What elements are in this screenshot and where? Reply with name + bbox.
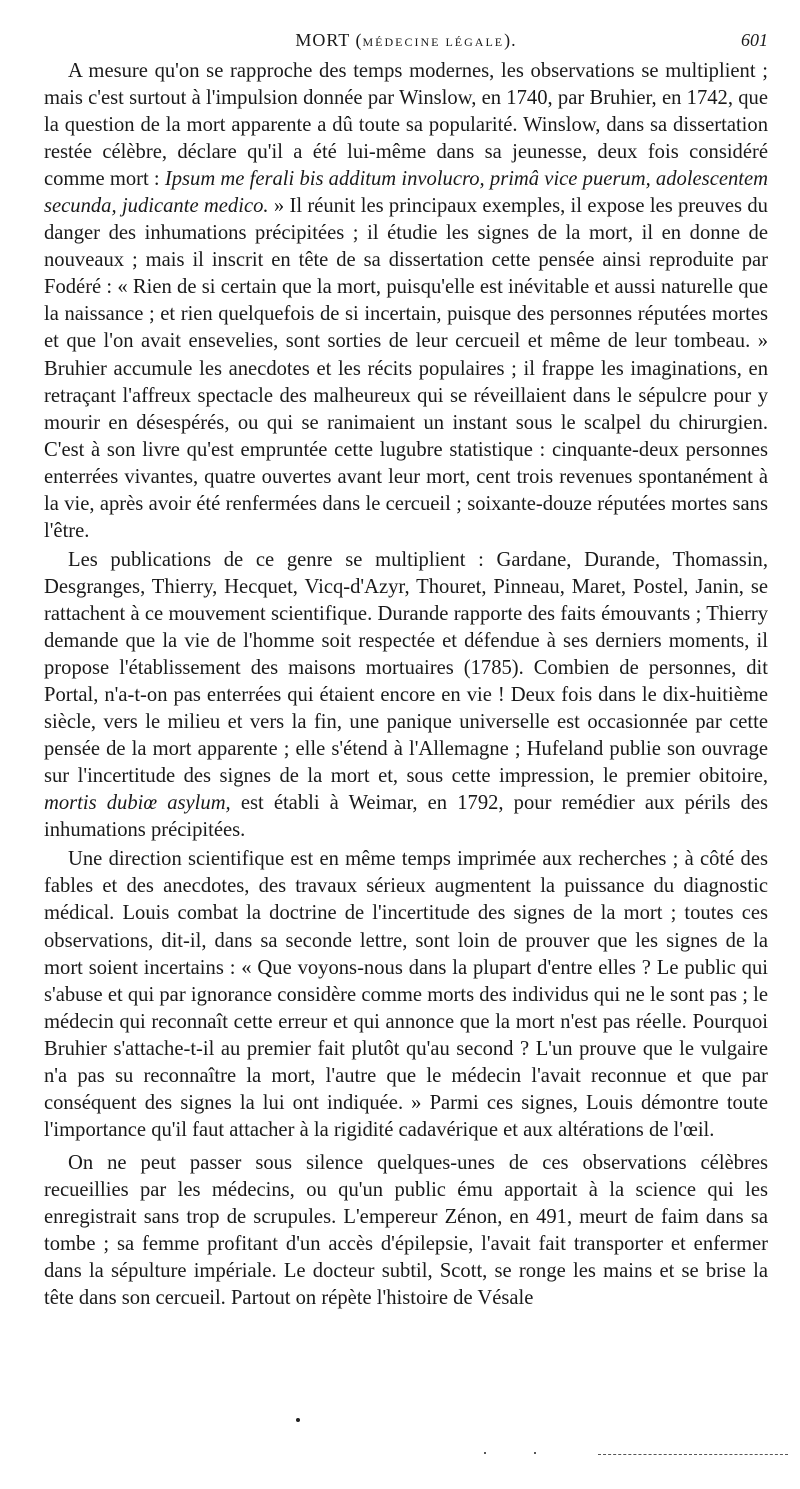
paragraph-4 — [44, 1150, 768, 1312]
page-number: 601 — [741, 30, 768, 50]
paragraph-2-text-b: est établi à Weimar, en 1792, pour remédier aux périls des inhumations précipitées. — [44, 792, 768, 842]
paragraph-3-text: Une direction scientifique est en même temps imprimée aux recherches ; à côté des fables et des anecdotes, des travaux sérieux augmentent la puissance du diagnostic médical. Louis combat la doctrine de l'incertitude des signes de la mort ; toutes ces observations, dit-il, dans sa seconde lettre, sont loin de prouver que les signes de la mort soient incertains : « Que voyons-nous dans la plupart d'entre elles ? Le public qui s'abuse et qui par ignorance considère comme morts des individus qui ne le sont pas ; le médecin qui reconnaît cette erreur et qui annonce que la mort n'est pas réelle. Pourquoi Bruhier s'attache-t-il au premier fait plutôt qu'au second ? L'un prouve que le vulgaire n'a pas su reconnaître la mort, l'autre que le médecin l'avait reconnue et que par conséquent des signes la lui ont indiquée. » Parmi ces signes, Louis démontre toute l'importance qu'il faut attacher à la rigidité cadavérique et aux altérations de l'œil. — [44, 848, 768, 1141]
paragraph-2 — [44, 547, 768, 845]
paragraph-1-text-b: » Il réunit les principaux exemples, il expose les preuves du danger des inhumations précipitées ; il étudie les signes de la mort, il en donne de nouveaux ; mais il inscrit en tête de sa dissertation cette pensée ainsi reproduite par Fodéré : « Rien de si certain que la mort, puisqu'elle est inévitable et aussi naturelle que la naissance ; et rien quelquefois de si incertain, puisque des personnes réputées mortes et que l'on avait ensevelies, sont sorties de leur cercueil et même de leur tombeau. » Bruhier accumule les anecdotes et les récits populaires ; il frappe les imaginations, en retraçant l'affreux spectacle des malheureux qui se réveillaient dans le sépulcre pour y mourir en désespérés, ou qui se ranimaient un instant sous le scalpel du chirurgien. C'est à son livre qu'est empruntée cette lugubre statistique : cinquante-deux personnes enterrées vivantes, quatre ouvertes avant leur mort, cent trois revenues spontanément à la vie, après avoir été renfermées dans le cercueil ; soixante-douze réputées mortes sans l'être. — [44, 195, 768, 542]
running-title-subject: MÉDECINE LÉGALE — [362, 35, 505, 49]
scan-speck — [484, 1452, 486, 1454]
paragraph-3 — [44, 846, 768, 1144]
body-text — [44, 58, 768, 1312]
running-title — [44, 30, 768, 51]
paragraph-2-latin-term: mortis dubiœ asylum, — [44, 792, 231, 815]
scan-speck — [296, 1418, 300, 1422]
scan-dash-line — [598, 1454, 788, 1455]
paragraph-2-text-a: Les publications de ce genre se multiplient : Gardane, Durande, Thomassin, Desgranges, Thierry, Hecquet, Vicq-d'Azyr, Thouret, Pinneau, Maret, Postel, Janin, se rattachent à ce mouvement scientifique. Durande rapporte des faits émouvants ; Thierry demande que la vie de l'homme soit respectée et défendue à ses derniers moments, il propose l'établissement des maisons mortuaires (1785). Combien de personnes, dit Portal, n'a-t-on pas enterrées qui étaient encore en vie ! Deux fois dans le dix-huitième siècle, vers le milieu et vers la fin, une panique universelle est occasionnée par cette pensée de la mort apparente ; elle s'étend à l'Allemagne ; Hufeland publie son ouvrage sur l'incertitude des signes de la mort et, sous cette impression, le premier obitoire, — [44, 548, 768, 788]
paragraph-1-latin-quote: Ipsum me ferali bis additum involucro, primâ vice puerum, adolescentem secunda, judicante medico. — [44, 168, 769, 218]
running-title-end: ). — [504, 30, 517, 50]
paragraph-1-text-a: A mesure qu'on se rapproche des temps modernes, les observations se multiplient ; mais c'est surtout à l'impulsion donnée par Winslow, en 1740, par Bruhier, en 1742, que la question de la mort apparente a dû toute sa popularité. Winslow, dans sa dissertation restée célèbre, déclare qu'il a été lui-même dans sa jeunesse, deux fois considéré comme mort : — [44, 60, 768, 191]
running-head — [44, 30, 768, 54]
page — [44, 30, 768, 1312]
paragraph-4-text: On ne peut passer sous silence quelques-unes de ces observations célèbres recueillies par les médecins, ou qu'un public ému apportait à la science qui les enregistrait sans trop de scrupules. L'empereur Zénon, en 491, meurt de faim dans sa tombe ; sa femme profitant d'un accès d'épilepsie, l'avait fait transporter et enfermer dans la sépulture impériale. Le docteur subtil, Scott, se ronge les mains et se brise la tête dans son cercueil. Partout on répète l'histoire de Vésale — [44, 1151, 768, 1310]
running-title-main: MORT ( — [295, 30, 363, 50]
scan-speck — [534, 1452, 536, 1454]
paragraph-1 — [44, 58, 768, 545]
